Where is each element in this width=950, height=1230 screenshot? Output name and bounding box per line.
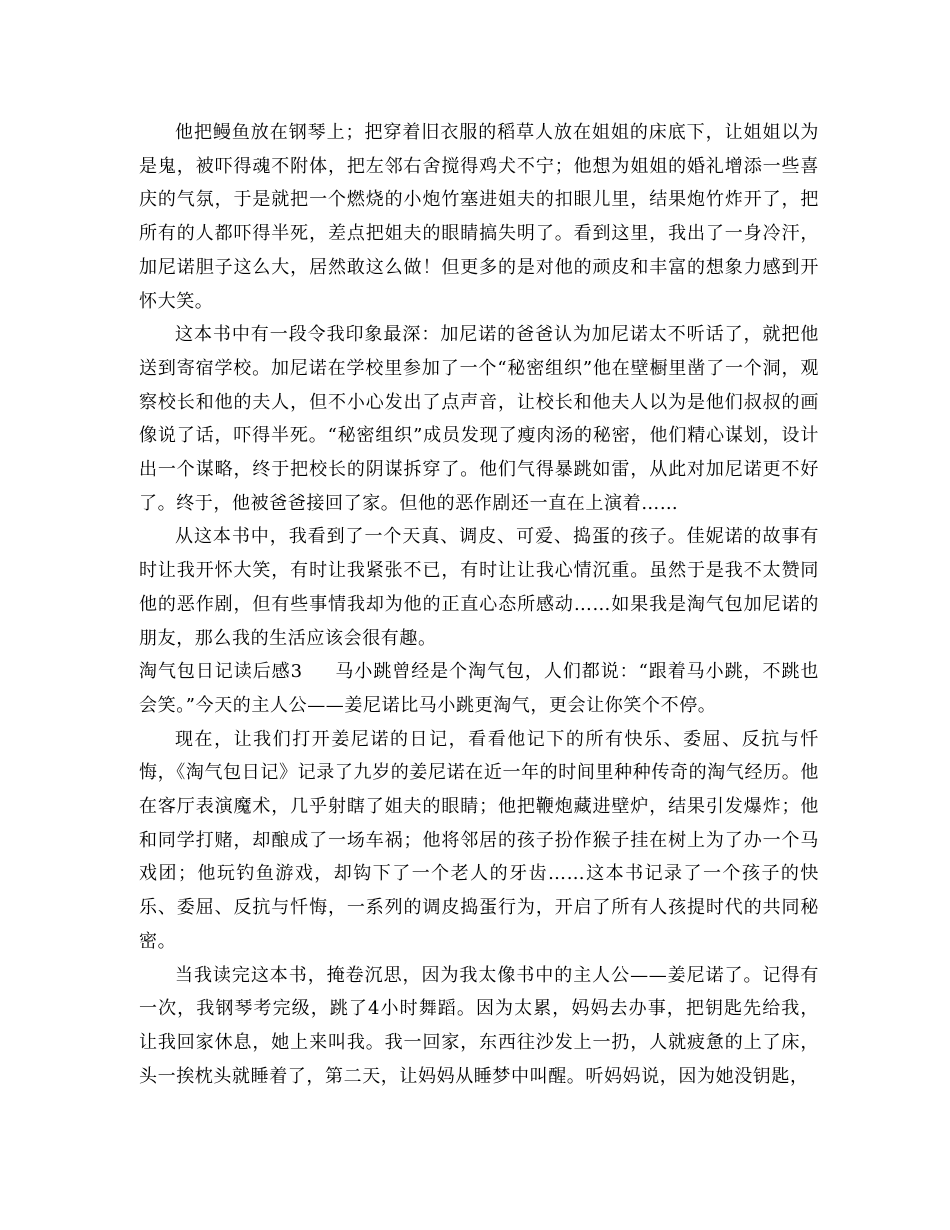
- paragraph: 现在，让我们打开姜尼诺的日记，看看他记下的所有快乐、委屈、反抗与忏悔，《淘气包日记》记录了九岁的姜尼诺在近一年的时间里种种传奇的淘气经历。他在客厅表演魔术，几乎射瞎了姐夫的眼睛；他把鞭炮藏进壁炉，结果引发爆炸；他和同学打赌，却酿成了一场车祸；他将邻居的孩子扮作猴子挂在树上为了办一个马戏团；他玩钓鱼游戏，却钩下了一个老人的牙齿……这本书记录了一个孩子的快乐、委屈、反抗与忏悔，一系列的调皮捣蛋行为，开启了所有人孩提时代的共同秘密。: [139, 728, 819, 952]
- paragraph: 这本书中有一段令我印象最深：加尼诺的爸爸认为加尼诺太不听话了，就把他送到寄宿学校。加尼诺在学校里参加了一个“秘密组织”他在壁橱里凿了一个洞，观察校长和他的夫人，但不小心发出了点声音，让校长和他夫人以为是他们叔叔的画像说了话，吓得半死。“秘密组织”成员发现了瘦肉汤的秘密，他们精心谋划，设计出一个谋略，终于把校长的阴谋拆穿了。他们气得暴跳如雷，从此对加尼诺更不好了。终于，他被爸爸接回了家。但他的恶作剧还一直在上演着……: [139, 324, 819, 514]
- paragraph: 从这本书中，我看到了一个天真、调皮、可爱、捣蛋的孩子。佳妮诺的故事有时让我开怀大笑，有时让我紧张不已，有时让让我心情沉重。虽然于是我不太赞同他的恶作剧，但有些事情我却为他的正直心态所感动……如果我是淘气包加尼诺的朋友，那么我的生活应该会很有趣。: [139, 526, 819, 649]
- paragraph-text: 马小跳曾经是个淘气包，人们都说：“跟着马小跳，不跳也会笑。”今天的主人公——姜尼诺比马小跳更淘气，更会让你笑个不停。: [139, 661, 819, 716]
- paragraph: 他把鳗鱼放在钢琴上；把穿着旧衣服的稻草人放在姐姐的床底下，让姐姐以为是鬼，被吓得魂不附体，把左邻右舍搅得鸡犬不宁；他想为姐姐的婚礼增添一些喜庆的气氛，于是就把一个燃烧的小炮竹塞进姐夫的扣眼儿里，结果炮竹炸开了，把所有的人都吓得半死，差点把姐夫的眼睛搞失明了。看到这里，我出了一身冷汗，加尼诺胆子这么大，居然敢这么做！但更多的是对他的顽皮和丰富的想象力感到开怀大笑。: [139, 122, 819, 312]
- section-heading: 淘气包日记读后感3: [139, 661, 303, 683]
- paragraph: 当我读完这本书，掩卷沉思，因为我太像书中的主人公——姜尼诺了。记得有一次，我钢琴考完级，跳了4小时舞蹈。因为太累，妈妈去办事，把钥匙先给我，让我回家休息，她上来叫我。我一回家，东西往沙发上一扔，人就疲惫的上了床，头一挨枕头就睡着了，第二天，让妈妈从睡梦中叫醒。听妈妈说，因为她没钥匙，: [139, 964, 819, 1087]
- paragraph-with-heading: [139, 655, 819, 722]
- document-body: [139, 116, 819, 1093]
